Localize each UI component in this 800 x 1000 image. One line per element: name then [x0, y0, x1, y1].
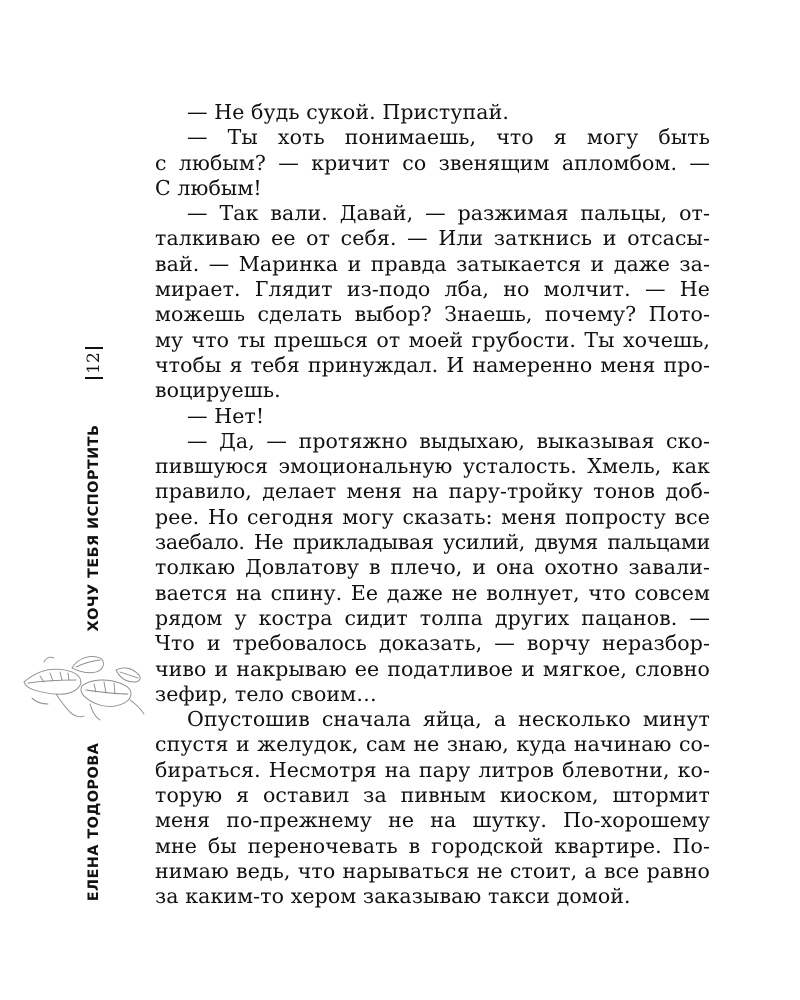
- author-name: ЕЛЕНА ТОДОРОВА: [86, 742, 102, 902]
- text-line: заебало. Не прикладывая усилий, двумя пальцами: [155, 530, 710, 555]
- text-line: бираться. Несмотря на пару литров блевотни, ко-: [155, 757, 710, 782]
- text-line: рее. Но сегодня могу сказать: меня попросту все: [155, 504, 710, 529]
- text-line: Что и требовалось доказать, — ворчу неразбор-: [155, 631, 710, 656]
- leaf-sketch-icon: [20, 648, 148, 722]
- text-line: Опустошив сначала яйца, а несколько минут: [187, 707, 710, 732]
- text-line: — Нет!: [187, 403, 265, 428]
- page-margin: [0, 0, 140, 1000]
- text-line: правило, делает меня на пару-тройку тонов доб-: [155, 479, 710, 504]
- text-line: С любым!: [155, 175, 262, 200]
- text-line: с любым? — кричит со звенящим апломбом. —: [155, 150, 710, 175]
- text-line: мирает. Глядит из-подо лба, но молчит. — Не: [155, 277, 710, 302]
- running-title: ХОЧУ ТЕБЯ ИСПОРТИТЬ: [86, 424, 102, 632]
- text-line: толкаю Довлатову в плечо, и она охотно завали-: [155, 555, 710, 580]
- text-line: можешь сделать выбор? Знаешь, почему? Пото-: [155, 302, 710, 327]
- text-line: — Да, — протяжно выдыхаю, выказывая ско-: [187, 428, 710, 453]
- page-number-value: 12: [85, 347, 103, 379]
- body-text: [155, 100, 710, 910]
- text-line: вай. — Маринка и правда затыкается и даже за-: [155, 251, 710, 276]
- text-line: пившуюся эмоциональную усталость. Хмель, как: [155, 454, 710, 479]
- text-line: талкиваю ее от себя. — Или заткнись и отсасы-: [155, 226, 710, 251]
- text-line: — Ты хоть понимаешь, что я могу быть: [187, 125, 710, 150]
- text-line: за каким-то хером заказываю такси домой.: [155, 884, 631, 909]
- text-line: вается на спину. Ее даже не волнует, что совсем: [155, 580, 710, 605]
- text-line: торую я оставил за пивным киоском, штормит: [155, 783, 710, 808]
- page-number: [83, 343, 105, 383]
- text-line: рядом у костра сидит толпа других пацанов. —: [155, 605, 710, 630]
- text-line: нимаю ведь, что нарываться не стоит, а все равно: [155, 858, 710, 883]
- text-line: мне бы переночевать в городской квартире. По-: [155, 833, 710, 858]
- text-line: воцируешь.: [155, 378, 281, 403]
- text-line: зефир, тело своим…: [155, 681, 377, 706]
- text-line: чтобы я тебя принуждал. И намеренно меня про-: [155, 352, 710, 377]
- text-line: меня по-прежнему не на шутку. По-хорошему: [155, 808, 710, 833]
- text-line: — Так вали. Давай, — разжимая пальцы, от-: [187, 201, 710, 226]
- text-line: — Не будь сукой. Приступай.: [187, 100, 509, 124]
- text-line: му что ты прешься от моей грубости. Ты хочешь,: [155, 327, 710, 352]
- text-line: спустя и желудок, сам не знаю, куда начинаю со-: [155, 732, 710, 757]
- text-line: чиво и накрываю ее податливое и мягкое, словно: [155, 656, 710, 681]
